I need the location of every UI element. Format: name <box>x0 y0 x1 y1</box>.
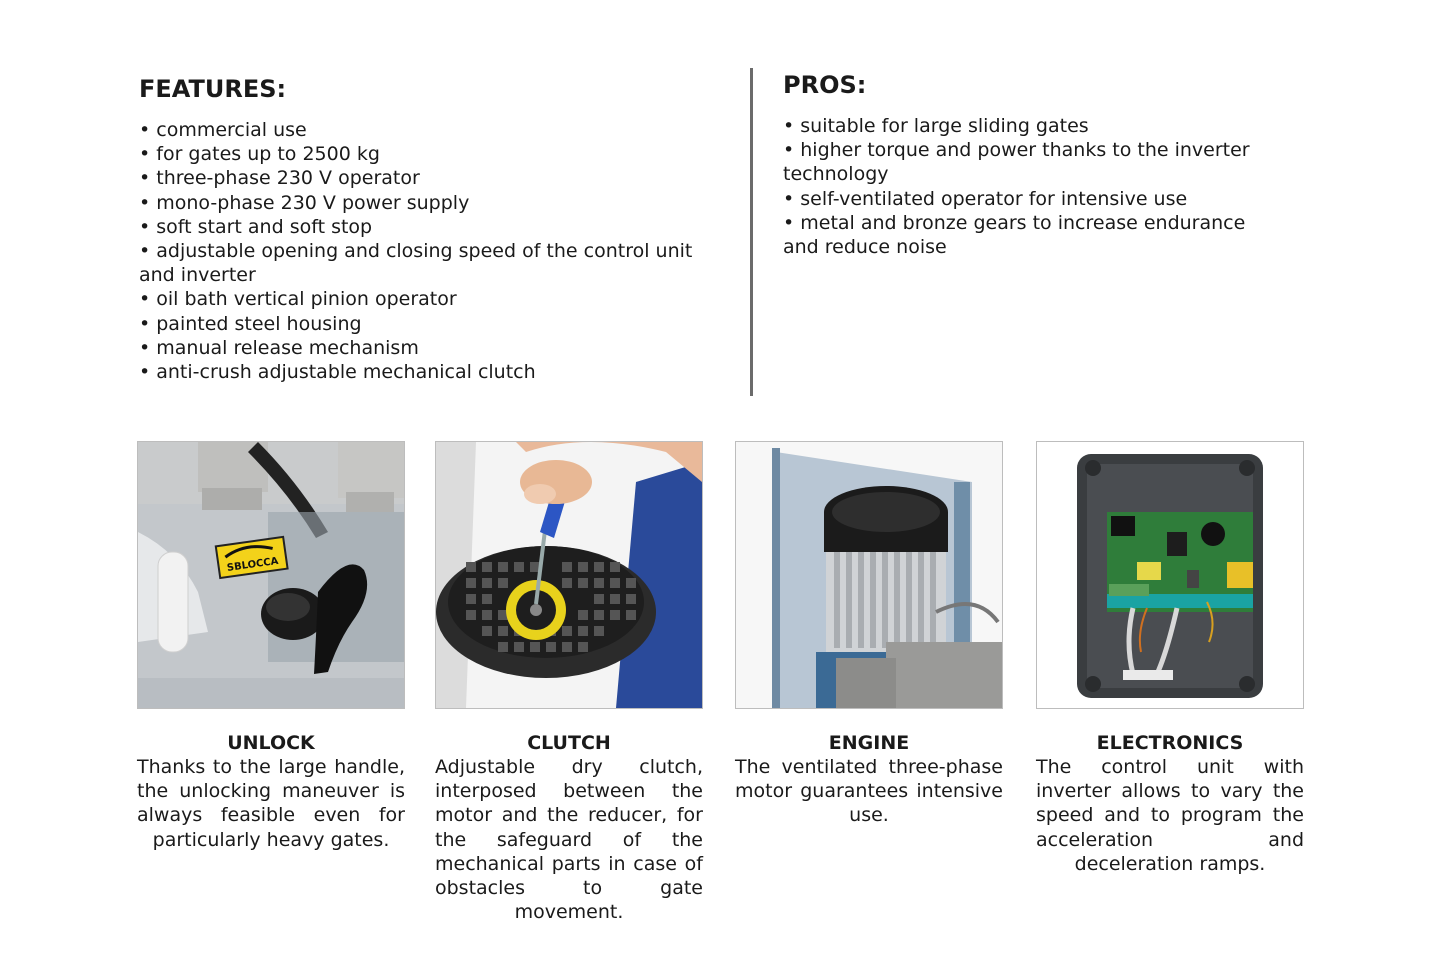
list-item: • for gates up to 2500 kg <box>139 142 729 166</box>
list-item: • self-ventilated operator for intensive use <box>783 187 1283 211</box>
unlock-title: UNLOCK <box>227 732 315 754</box>
features-section <box>139 70 729 384</box>
electronics-description: The control unit with inverter allows to vary the speed and to program the acceleration and deceleration ramps. <box>1036 756 1304 875</box>
features-list <box>139 118 729 384</box>
sticker-label: SBLOCCA <box>226 555 280 574</box>
list-item: • adjustable opening and closing speed of the control unit and inverter <box>139 239 729 287</box>
pros-section <box>783 70 1283 259</box>
clutch-title: CLUTCH <box>527 732 611 754</box>
engine-title: ENGINE <box>828 732 910 754</box>
list-item: • painted steel housing <box>139 312 729 336</box>
list-item: • commercial use <box>139 118 729 142</box>
list-item: • manual release mechanism <box>139 336 729 360</box>
list-item: • higher torque and power thanks to the inverter technology <box>783 138 1283 186</box>
engine-card <box>735 441 1003 828</box>
clutch-description: Adjustable dry clutch, interposed between the motor and the reducer, for the safeguard of the mechanical parts in case of obstacles to gate movement. <box>435 756 703 924</box>
unlock-photo <box>137 441 405 709</box>
list-item: • metal and bronze gears to increase endurance and reduce noise <box>783 211 1283 259</box>
pros-list <box>783 114 1283 259</box>
list-item: • suitable for large sliding gates <box>783 114 1283 138</box>
pros-heading: PROS: <box>783 71 867 99</box>
column-divider <box>750 68 753 396</box>
clutch-photo <box>435 441 703 709</box>
electronics-photo <box>1036 441 1304 709</box>
list-item: • three-phase 230 V operator <box>139 166 729 190</box>
electronics-card <box>1036 441 1304 876</box>
features-heading: FEATURES: <box>139 75 287 103</box>
list-item: • oil bath vertical pinion operator <box>139 287 729 311</box>
unlock-description: Thanks to the large handle, the unlocking maneuver is always feasible even for particularly heavy gates. <box>137 756 405 851</box>
clutch-card <box>435 441 703 924</box>
unlock-card <box>137 441 405 852</box>
list-item: • mono-phase 230 V power supply <box>139 191 729 215</box>
list-item: • anti-crush adjustable mechanical clutch <box>139 360 729 384</box>
engine-photo <box>735 441 1003 709</box>
electronics-title: ELECTRONICS <box>1096 732 1244 754</box>
list-item: • soft start and soft stop <box>139 215 729 239</box>
engine-description: The ventilated three-phase motor guarantees intensive use. <box>735 756 1003 827</box>
